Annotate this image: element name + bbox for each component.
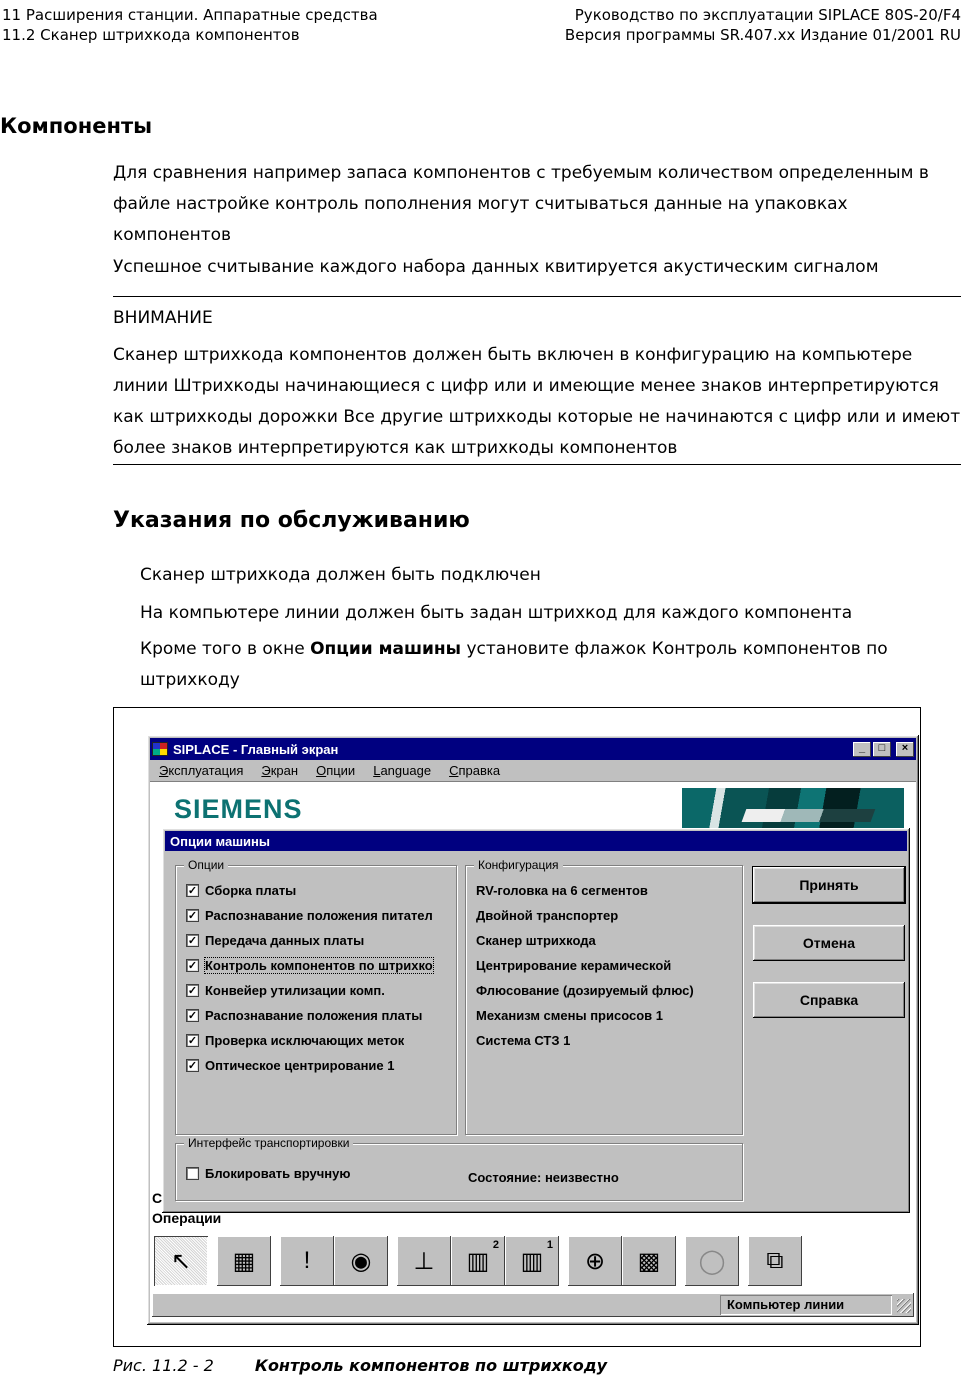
checkbox-icon[interactable] [186,1059,199,1072]
checkbox-icon[interactable] [186,1034,199,1047]
checkbox-label: Оптическое центрирование 1 [205,1058,395,1073]
warning-title: ВНИМАНИЕ [113,308,213,328]
background-label-2: Операции [152,1210,222,1226]
machine-options-dialog [162,828,910,1213]
header-left-line1: 11 Расширения станции. Аппаратные средства [2,6,378,24]
configuration-rows [476,878,736,1053]
option-row[interactable] [186,1053,450,1078]
checkmark-icon: ✓ [187,910,198,922]
option-row-barcode-check[interactable] [186,953,450,978]
rotate-button[interactable] [685,1236,739,1286]
option-row[interactable] [186,903,450,928]
reel-1-badge: 1 [546,1239,553,1251]
menu-language[interactable]: Language [373,763,432,778]
service-note-3 [140,634,930,696]
checkbox-label: Распознавание положения питател [205,908,433,923]
lock-manual-label: Блокировать вручную [205,1166,351,1181]
checkbox-icon[interactable] [186,909,199,922]
checkbox-label: Конвейер утилизации комп. [205,983,385,998]
pointer-icon: ↖ [170,1247,192,1275]
maximize-button[interactable]: □ [873,742,891,757]
placement-head-button[interactable] [397,1236,451,1286]
options-rows [186,878,450,1078]
toolbar [154,1234,802,1288]
dialog-title: Опции машины [170,833,271,849]
menu-help[interactable]: Справка [449,763,501,778]
background-label-1: С [152,1190,163,1206]
line-computer-status: Компьютер линии [720,1295,892,1315]
service-note-1: Сканер штрихкода должен быть подключен [140,565,541,585]
checkmark-icon: ✓ [187,960,198,972]
transport-group-label: Интерфейс транспортировки [184,1136,353,1150]
window-controls [851,742,914,757]
checkmark-icon: ✓ [187,1035,198,1047]
camera-button[interactable] [568,1236,622,1286]
rotate-icon: ◯ [698,1247,726,1275]
window-title: SIPLACE - Главный экран [173,741,339,757]
config-item: Флюсование (дозируемый флюс) [476,983,694,998]
service-note-3-post: установите флажок Контроль компонентов по штрихкоду [140,639,888,690]
close-button[interactable]: × [896,742,914,757]
transport-status-text: Состояние: неизвестно [468,1170,619,1185]
header-right-line2: Версия программы SR.407.xx Издание 01/2001 RU [564,26,961,44]
lock-manual-row[interactable] [186,1166,351,1181]
error-list-icon: ! [303,1247,311,1274]
checkbox-label: Сборка платы [205,883,297,898]
config-item: Механизм смены присосов 1 [476,1008,663,1023]
warning-text: Сканер штрихкода компонентов должен быть включен в конфигурацию на компьютере линии Штрихкоды начинающиеся с цифр или и имеющие менее знаков интерпретируются как штрихкоды дорожки Все другие штрихкоды которые не начинаются с цифр или и имеют более знаков интерпретируются как штрихкоды компонентов [113,345,961,458]
transport-interface-group [175,1136,743,1201]
configuration-group [465,858,743,1135]
configuration-group-label: Конфигурация [474,858,563,872]
accept-button[interactable]: Принять [753,867,905,903]
header-right [565,5,961,45]
checkbox-icon[interactable] [186,884,199,897]
paragraph-ack-signal: Успешное считывание каждого набора данных квитируется акустическим сигналом [113,257,879,277]
section-heading-components: Компоненты [0,114,153,138]
service-note-2: На компьютере линии должен быть задан штрихкод для каждого компонента [140,603,853,623]
dialog-body [165,851,907,1210]
reel-1-button[interactable] [505,1236,559,1286]
feeder-table-icon: ▦ [232,1247,256,1275]
reel-1-icon: ▥ [520,1247,544,1275]
config-item: RV-головка на 6 сегментов [476,883,648,898]
checkbox-icon[interactable] [186,959,199,972]
camera-icon: ⊕ [584,1247,606,1275]
divider-top [113,296,961,297]
line-computer-button[interactable] [748,1236,802,1286]
component-reel-button[interactable] [334,1236,388,1286]
dialog-titlebar[interactable] [165,831,907,851]
header-left-line2: 11.2 Сканер штрихкода компонентов [2,26,300,44]
config-item: Двойной транспортер [476,908,619,923]
checkbox-label-focused: Контроль компонентов по штрихко [205,958,433,973]
minimize-button[interactable]: _ [853,742,871,757]
pattern-button[interactable] [622,1236,676,1286]
status-bar [152,1293,914,1317]
pattern-icon: ▩ [637,1247,661,1275]
figure-caption-label: Рис. 11.2 - 2 [113,1356,214,1375]
options-group [175,858,457,1135]
checkmark-icon: ✓ [187,1010,198,1022]
cancel-button[interactable]: Отмена [753,925,905,961]
option-row[interactable] [186,978,450,1003]
options-group-label: Опции [184,858,228,872]
option-row[interactable] [186,1003,450,1028]
service-note-3-pre: Кроме того в окне [140,639,311,659]
config-item: Центрирование керамической [476,958,672,973]
config-item: Система СТЗ 1 [476,1033,571,1048]
window-titlebar[interactable] [150,738,916,760]
header-left [2,5,378,45]
siemens-logo: SIEMENS [174,794,303,824]
checkbox-label: Распознавание положения платы [205,1008,423,1023]
option-row[interactable] [186,878,450,903]
checkbox-icon[interactable] [186,1167,199,1180]
paragraph-components: Для сравнения например запаса компонентов с требуемым количеством определенным в файле настройке контроль пополнения могут считываться данные на упаковках компонентов [113,163,929,245]
line-computer-icon: ⧉ [766,1247,784,1274]
menu-operation[interactable]: Эксплуатация [159,763,244,778]
checkmark-icon: ✓ [187,985,198,997]
feeder-table-button[interactable] [217,1236,271,1286]
config-item: Сканер штрихкода [476,933,596,948]
checkmark-icon: ✓ [187,935,198,947]
page-header [2,5,961,45]
option-row[interactable] [186,1028,450,1053]
help-button[interactable]: Справка [753,982,905,1018]
resize-grip-icon[interactable] [897,1299,911,1313]
figure-caption [113,1356,607,1375]
checkbox-icon[interactable] [186,984,199,997]
menu-screen[interactable]: Экран [261,763,299,778]
pointer-tool-button[interactable] [154,1236,208,1286]
reel-2-icon: ▥ [466,1247,490,1275]
checkbox-icon[interactable] [186,1009,199,1022]
figure-caption-text: Контроль компонентов по штрихкоду [254,1356,608,1375]
error-list-button[interactable] [280,1236,334,1286]
window-client-area [150,782,916,1322]
figure-frame [113,707,921,1347]
checkbox-label: Проверка исключающих меток [205,1033,405,1048]
menu-bar [150,760,916,782]
option-row[interactable] [186,928,450,953]
reel-2-badge: 2 [492,1239,499,1251]
reel-2-button[interactable] [451,1236,505,1286]
menu-options[interactable]: Опции [316,763,356,778]
placement-head-icon: ⊥ [413,1247,435,1275]
machine-photo [682,788,904,828]
service-note-3-window-name: Опции машины [310,639,462,659]
divider-bottom [113,464,961,465]
app-window [147,735,919,1325]
checkmark-icon: ✓ [187,1060,198,1072]
checkmark-icon: ✓ [187,885,198,897]
header-right-line1: Руководство по эксплуатации SIPLACE 80S-20/F4 [574,6,961,24]
app-icon [152,742,168,756]
checkbox-label: Передача данных платы [205,933,365,948]
section-heading-service: Указания по обслуживанию [113,508,470,533]
checkbox-icon[interactable] [186,934,199,947]
component-reel-icon: ◉ [350,1247,372,1275]
